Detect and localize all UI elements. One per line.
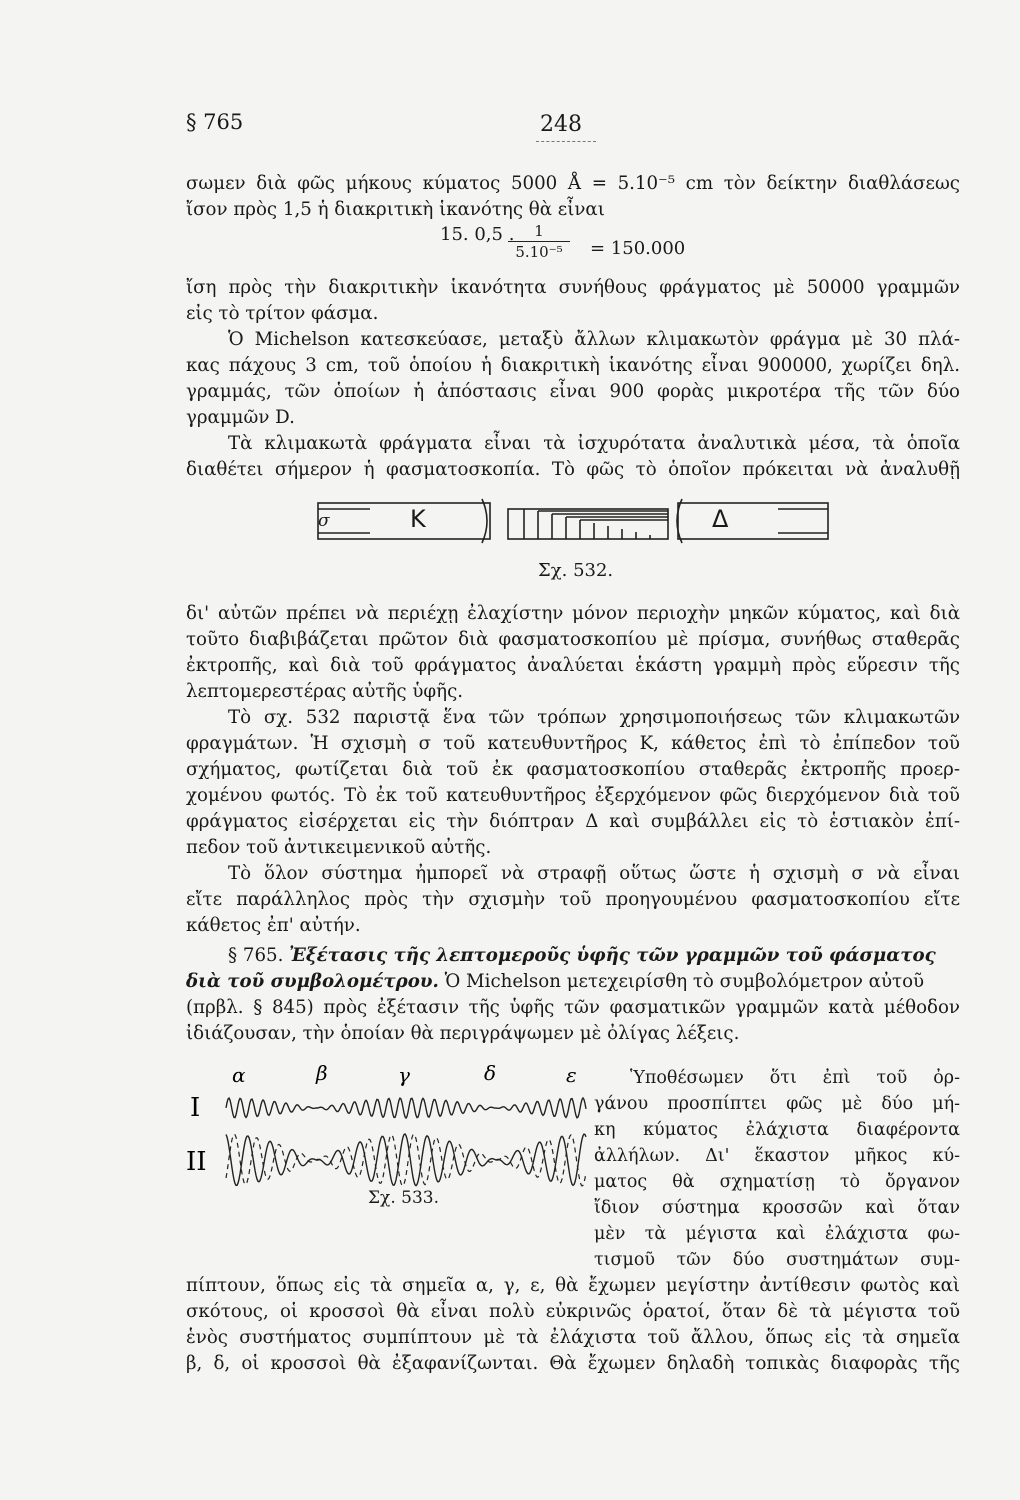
- collimator-label: K: [410, 505, 426, 533]
- text-line: σκότους, οἱ κροσσοὶ θὰ εἶναι πολὺ εὐκρινῶς ὁρατοί, ὅταν δὲ τὰ μέγιστα τοῦ: [186, 1301, 960, 1322]
- running-section-number: § 765: [186, 110, 244, 134]
- text-line: σωμεν διὰ φῶς μήκους κύματος 5000 Å = 5.10⁻⁵ cm τὸν δείκτην διαθλάσεως: [186, 173, 960, 194]
- side-text-line: γάνου προσπίπτει φῶς μὲ δύο μή-: [594, 1094, 960, 1114]
- section-heading-line: [186, 944, 960, 968]
- section-number: § 765.: [228, 945, 284, 966]
- text-line: κάθετος ἐπ' αὐτήν.: [186, 915, 361, 936]
- row-label-II: II: [186, 1147, 207, 1177]
- text-line: ἑνὸς συστήματος συμπίπτουν μὲ τὰ ἐλάχιστα τοῦ ἄλλου, ὅπως εἰς τὰ σημεῖα: [186, 1327, 960, 1348]
- side-text-line: κη κύματος ἐλάχιστα διαφέροντα: [594, 1120, 960, 1140]
- text-line: γραμμῶν D.: [186, 407, 295, 428]
- fraction-bar: [508, 241, 570, 242]
- text-line: εἴτε παράλληλος πρὸς τὴν σχισμὴν τοῦ προηγουμένου φασματοσκοπίου εἴτε: [186, 889, 960, 910]
- point-label-alpha: α: [232, 1063, 246, 1087]
- figure-532-caption: Σχ. 532.: [538, 560, 614, 581]
- figure-532-diagram: [310, 495, 840, 555]
- row-label-I: I: [190, 1093, 201, 1123]
- text-line: φραγμάτων. Ἡ σχισμὴ σ τοῦ κατευθυντῆρος K, κάθετος ἐπὶ τὸ ἐπίπεδον τοῦ: [186, 733, 960, 754]
- section-title-continued: διὰ τοῦ συμβολομέτρου.: [186, 971, 439, 992]
- side-text-line: ἀλλήλων. Δι' ἕκαστον μῆκος κύ-: [594, 1146, 960, 1166]
- point-label-epsilon: ε: [566, 1063, 577, 1087]
- side-text-line: τισμοῦ τῶν δύο συστημάτων συμ-: [594, 1250, 960, 1270]
- collimator-lens: [482, 499, 487, 543]
- fraction-numerator: 1: [534, 222, 544, 240]
- text-line: ἐκτροπῆς, καὶ διὰ τοῦ φράγματος ἀναλύεται ἑκάστη γραμμὴ πρὸς εὕρεσιν τῆς: [186, 655, 960, 676]
- side-text-line: μὲν τὰ μέγιστα καὶ ἐλάχιστα φω-: [594, 1224, 960, 1244]
- text-line: φράγματος εἰσέρχεται εἰς τὴν διόπτραν Δ καὶ συμβάλλει εἰς τὸ ἑστιακὸν ἐπί-: [186, 811, 960, 832]
- text-line: Τὸ σχ. 532 παριστᾷ ἕνα τῶν τρόπων χρησιμοποιήσεως τῶν κλιμακωτῶν: [228, 707, 960, 728]
- text-line: Ὁ Michelson κατεσκεύασε, μεταξὺ ἄλλων κλιμακωτὸν φράγμα μὲ 30 πλά-: [228, 329, 960, 350]
- point-label-delta: δ: [484, 1061, 497, 1085]
- text-line: σχήματος, φωτίζεται διὰ τοῦ ἐκ φασματοσκοπίου σταθερᾶς ἐκτροπῆς προερ-: [186, 759, 960, 780]
- page-number: 248: [540, 112, 582, 137]
- figure-533-caption: Σχ. 533.: [368, 1188, 439, 1208]
- text-line: εἰς τὸ τρίτον φάσμα.: [186, 303, 379, 324]
- text-line: ἴση πρὸς τὴν διακριτικὴν ἱκανότητα συνήθους φράγματος μὲ 50000 γραμμῶν: [186, 277, 960, 298]
- formula-fraction: [508, 222, 570, 261]
- text-line: (πρβλ. § 845) πρὸς ἐξέτασιν τῆς ὑφῆς τῶν φασματικῶν γραμμῶν κατὰ μέθοδον: [186, 997, 960, 1018]
- section-title: Ἐξέτασις τῆς λεπτομεροῦς ὑφῆς τῶν γραμμῶν τοῦ φάσματος: [289, 945, 936, 966]
- fringe-wave-I: [226, 1098, 586, 1118]
- fringe-envelope-II-dashed: [226, 1134, 586, 1186]
- telescope-label: Δ: [712, 505, 729, 533]
- text-line: πίπτουν, ὅπως εἰς τὰ σημεῖα α, γ, ε, θὰ ἔχωμεν μεγίστην ἀντίθεσιν φωτὸς καὶ: [186, 1275, 960, 1296]
- side-text-line: Ὑποθέσωμεν ὅτι ἐπὶ τοῦ ὀρ-: [630, 1068, 960, 1088]
- section-first-sentence: Ὁ Michelson μετεχειρίσθη τὸ συμβολόμετρον αὐτοῦ: [444, 971, 925, 992]
- text-line: τοῦτο διαβιβάζεται πρῶτον διὰ φασματοσκοπίου μὲ πρίσμα, συνήθως σταθερᾶς: [186, 629, 960, 650]
- text-line: β, δ, οἱ κροσσοὶ θὰ ἐξαφανίζωνται. Θὰ ἔχωμεν δηλαδὴ τοπικὰς διαφορὰς τῆς: [186, 1353, 960, 1374]
- echelon-grating: [508, 509, 668, 539]
- fraction-denominator: 5.10⁻⁵: [515, 243, 563, 261]
- text-line: δι' αὐτῶν πρέπει νὰ περιέχῃ ἐλαχίστην μόνον περιοχὴν μηκῶν κύματος, καὶ διὰ: [186, 603, 960, 624]
- formula-rhs: = 150.000: [590, 238, 686, 259]
- point-label-beta: β: [316, 1061, 328, 1085]
- text-line: ἰδιάζουσαν, τὴν ὁποίαν θὰ περιγράψωμεν μὲ ὀλίγας λέξεις.: [186, 1023, 740, 1044]
- text-line: Τὸ ὅλον σύστημα ἠμπορεῖ νὰ στραφῇ οὕτως ὥστε ἡ σχισμὴ σ νὰ εἶναι: [228, 863, 960, 884]
- text-line: χομένου φωτός. Τὸ ἐκ τοῦ κατευθυντῆρος ἐξερχόμενον φῶς διερχόμενον διὰ τοῦ: [186, 785, 960, 806]
- text-line: ἴσον πρὸς 1,5 ἡ διακριτικὴ ἱκανότης θὰ εἶναι: [186, 199, 605, 220]
- figure-533-diagram: [186, 1060, 596, 1200]
- text-line: γραμμάς, τῶν ὁποίων ἡ ἀπόστασις εἶναι 900 φορὰς μικροτέρα τῆς τῶν δύο: [186, 381, 960, 402]
- text-line: λεπτομερεστέρας αὐτῆς ὑφῆς.: [186, 681, 464, 702]
- text-line: πεδον τοῦ ἀντικειμενικοῦ αὐτῆς.: [186, 837, 492, 858]
- section-heading-line: [186, 970, 960, 994]
- side-text-line: ἴδιον σύστημα κροσσῶν καὶ ὅταν: [594, 1198, 960, 1218]
- slit-label: σ: [318, 511, 330, 531]
- text-line: Τὰ κλιμακωτὰ φράγματα εἶναι τὰ ἰσχυρότατα ἀναλυτικὰ μέσα, τὰ ὁποῖα: [228, 433, 960, 454]
- point-label-gamma: γ: [398, 1063, 410, 1087]
- formula-lhs: 15. 0,5 .: [440, 224, 515, 245]
- side-text-line: ματος θὰ σχηματίσῃ τὸ ὄργανον: [594, 1172, 960, 1192]
- text-line: κας πάχους 3 cm, τοῦ ὁποίου ἡ διακριτικὴ ἱκανότης εἶναι 900000, χωρίζει δηλ.: [186, 355, 960, 376]
- text-line: διαθέτει σήμερον ἡ φασματοσκοπία. Τὸ φῶς τὸ ὁποῖον πρόκειται νὰ ἀναλυθῇ: [186, 459, 960, 480]
- page-number-rule: [536, 141, 596, 142]
